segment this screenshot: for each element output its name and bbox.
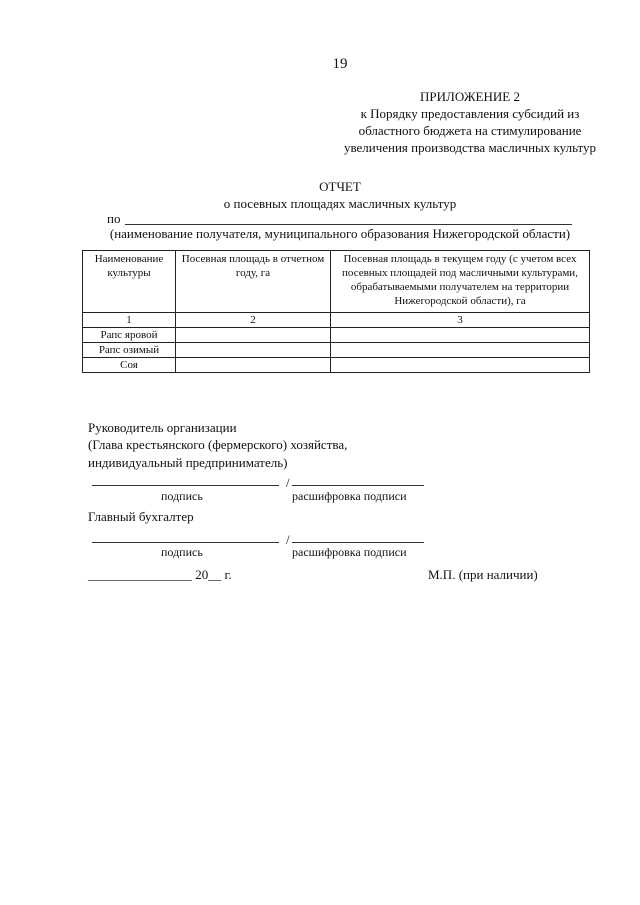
signature-separator: / — [286, 475, 290, 490]
header-area-current: Посевная площадь в текущем году (с учетом всех посевных площадей под масличными культурами, обрабатываемыми получателем на территории Нижегородской области), га — [331, 251, 590, 313]
recipient-hint: (наименование получателя, муниципального образования Нижегородской области) — [109, 226, 571, 241]
head-signature-line — [92, 485, 279, 486]
table-number-row — [83, 313, 590, 328]
area-current-cell — [331, 328, 590, 343]
appendix-block — [320, 88, 620, 156]
table-row — [83, 328, 590, 343]
accountant-signature-line — [92, 542, 279, 543]
head-title-note: (Глава крестьянского (фермерского) хозяйства, — [88, 437, 348, 452]
col-number: 2 — [176, 313, 331, 328]
header-crop: Наименование культуры — [83, 251, 176, 313]
table-header-row — [83, 251, 590, 313]
decode-caption: расшифровка подписи — [292, 545, 407, 559]
table-row — [83, 343, 590, 358]
crop-name: Рапс озимый — [83, 343, 176, 358]
po-label: по — [107, 211, 121, 226]
signature-caption: подпись — [161, 489, 203, 503]
report-subtitle: о посевных площадях масличных культур — [223, 196, 457, 211]
crop-name: Рапс яровой — [83, 328, 176, 343]
decode-caption: расшифровка подписи — [292, 489, 407, 503]
sown-area-table — [82, 250, 590, 373]
crop-name: Соя — [83, 358, 176, 373]
appendix-line: к Порядку предоставления субсидий из — [360, 106, 580, 121]
accountant-title: Главный бухгалтер — [88, 509, 194, 524]
signature-caption: подпись — [161, 545, 203, 559]
appendix-line: увеличения производства масличных культур — [343, 140, 597, 155]
area-reporting-cell — [176, 343, 331, 358]
page-number: 19 — [332, 56, 348, 72]
header-area-reporting: Посевная площадь в отчетном году, га — [176, 251, 331, 313]
area-reporting-cell — [176, 328, 331, 343]
stamp-place: М.П. (при наличии) — [428, 567, 538, 582]
col-number: 3 — [331, 313, 590, 328]
head-title: Руководитель организации — [88, 420, 237, 435]
area-reporting-cell — [176, 358, 331, 373]
head-name-line — [292, 485, 424, 486]
head-title-note: индивидуальный предприниматель) — [88, 455, 288, 470]
accountant-name-line — [292, 542, 424, 543]
signature-separator: / — [286, 532, 290, 547]
date-line: ________________ 20__ г. — [88, 567, 232, 582]
report-title: ОТЧЕТ — [319, 179, 361, 194]
table-row — [83, 358, 590, 373]
area-current-cell — [331, 343, 590, 358]
recipient-name-line — [125, 224, 572, 225]
area-current-cell — [331, 358, 590, 373]
col-number: 1 — [83, 313, 176, 328]
appendix-line: областного бюджета на стимулирование — [358, 123, 582, 138]
appendix-title: ПРИЛОЖЕНИЕ 2 — [420, 89, 520, 104]
